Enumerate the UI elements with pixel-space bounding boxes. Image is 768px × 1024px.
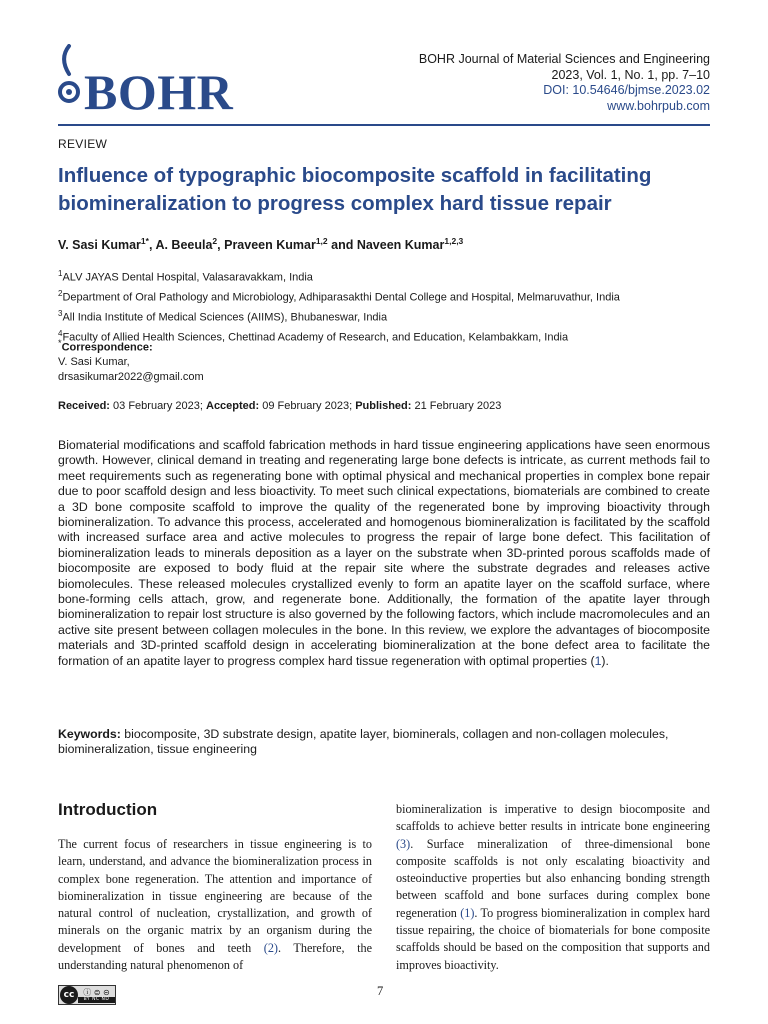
- affiliation-text: Faculty of Allied Health Sciences, Chettinad Academy of Research, and Education, Kelambakkam, India: [62, 331, 569, 344]
- abstract-paren-open: (: [590, 653, 595, 668]
- author-affil-sup: 1,2,3: [444, 236, 464, 246]
- affiliation-text: ALV JAYAS Dental Hospital, Valasaravakkam, India: [62, 271, 313, 284]
- intro-left-column: [58, 836, 372, 974]
- affiliation-item: [58, 286, 620, 306]
- citation-link[interactable]: 1: [594, 653, 602, 668]
- author-separator: ,: [217, 238, 225, 253]
- by-nc-nd-icon: ⓘ ⊜ ⊝: [83, 987, 110, 997]
- published-date: 21 February 2023: [411, 400, 502, 412]
- accepted-label: Accepted:: [206, 400, 260, 412]
- affiliation-num: 1: [58, 269, 63, 278]
- cc-license-badge[interactable]: [58, 985, 116, 1005]
- keywords-label: Keywords:: [58, 727, 121, 741]
- logo-wordmark: BOHR: [84, 64, 234, 120]
- accepted-date: 09 February 2023;: [259, 400, 356, 412]
- journal-volume: 2023, Vol. 1, No. 1, pp. 7–10: [551, 67, 710, 82]
- publisher-logo[interactable]: [58, 44, 234, 120]
- affiliation-num: 3: [58, 308, 63, 318]
- intro-text: . Therefore, the understanding natural phenomenon of: [58, 940, 372, 973]
- section-heading-introduction: Introduction: [58, 800, 158, 819]
- abstract: [58, 438, 710, 669]
- article-type: REVIEW: [58, 137, 108, 151]
- journal-name: BOHR Journal of Material Sciences and Engineering: [418, 52, 710, 66]
- keywords: [58, 727, 710, 758]
- published-label: Published:: [355, 400, 412, 412]
- author-name: Praveen Kumar: [224, 238, 316, 253]
- citation-link[interactable]: (1): [460, 905, 475, 920]
- affiliation-num: 2: [58, 288, 63, 298]
- correspondence-star: *: [58, 338, 62, 348]
- author-list: [58, 236, 463, 252]
- abstract-paren-close: ).: [601, 653, 609, 668]
- affiliation-num: 4: [58, 328, 63, 338]
- affiliation-item: [58, 306, 620, 326]
- bohr-logo-icon: [58, 44, 80, 112]
- author-name: V. Sasi Kumar: [58, 238, 141, 253]
- correspondence-email[interactable]: drsasikumar2022@gmail.com: [58, 370, 204, 383]
- affiliation-item: [58, 266, 620, 286]
- cc-icon: cc: [60, 986, 78, 1004]
- abstract-text: Biomaterial modifications and scaffold fabrication methods in hard tissue engineering applications have seen enormous growth. However, clinical demand in treating and regenerating large bone defects is intricate, as current methods fail to meet requirements such as regenerating bone with optimal physical and mechanical properties in complex bone repair due to poor scaffold design and less bioactivity. To meet such clinical expectations, biomaterials are combined to create a 3D bone composite scaffold to improve the quality of the regenerated bone by improving bioactivity through biomineralization. To advance this process, accelerated and homogenous biomineralization is facilitated by the scaffold with increased surface area and active molecules to progress the repair of large bone defect. This facilitation of biomineralization leads to minerals deposition as a layer on the substrate when 3D-printed porous scaffolds made of biocomposite are exposed to body fluid at the repair site where the substrate degrades and releases active biomolecules. These released molecules crystallized evenly to form an apatite layer on the scaffold surface, where bone-forming cells attach, grow, and regenerate bone. Additionally, the formation of the apatite layer through biomineralization to repair lost structure is also governed by the following factors, which include macromolecules and an active site present between collagen molecules in the bone. In this review, we explore the advantages of biocomposite materials and 3D-printed scaffold design in accelerating biomineralization at the bone defect area to facilitate the formation of an apatite layer to progress complex hard tissue regeneration with optimal properties: [58, 438, 710, 668]
- affiliations: [58, 266, 620, 345]
- affiliation-text: All India Institute of Medical Sciences (AIIMS), Bhubaneswar, India: [62, 311, 388, 324]
- intro-text: . Surface mineralization of three-dimensional bone composite scaffolds is not only escalating bioactivity and osteoinductive properties but also enhancing bonding strength between scaffold and bone surfaces during complex bone regeneration: [396, 836, 710, 920]
- correspondence: [58, 336, 204, 384]
- website-link[interactable]: www.bohrpub.com: [607, 98, 710, 113]
- article-dates: [58, 400, 501, 412]
- journal-meta: [419, 52, 710, 114]
- received-date: 03 February 2023;: [109, 400, 206, 412]
- author-name: Naveen Kumar: [356, 238, 445, 253]
- author-separator: ,: [148, 238, 156, 253]
- correspondence-name: V. Sasi Kumar,: [58, 356, 130, 369]
- author-separator: and: [327, 238, 357, 253]
- received-label: Received:: [58, 400, 110, 412]
- intro-text: The current focus of researchers in tissue engineering is to learn, understand, and advance the biomineralization process in complex bone regeneration. The attention and importance of biomineralization in tissue engineering are because of the natural control of nucleation, crystallization, and growth of minerals on the organic matrix by an organism during the development of bones and teeth: [58, 837, 372, 955]
- header-divider: [58, 124, 710, 126]
- author-affil-sup: 1*: [140, 236, 149, 246]
- intro-right-column: [396, 801, 710, 974]
- page-number: 7: [377, 984, 384, 998]
- citation-link[interactable]: (2): [263, 940, 278, 955]
- intro-text: . To progress biomineralization in complex hard tissue repairing, the choice of biomaterials for bone composite scaffolds should be based on the composition that supports and improves bioactivity.: [396, 905, 710, 972]
- author-affil-sup: 1,2: [315, 236, 328, 246]
- doi-link[interactable]: DOI: 10.54646/bjmse.2023.02: [543, 83, 710, 97]
- author-affil-sup: 2: [212, 236, 218, 246]
- article-title: Influence of typographic biocomposite scaffold in facilitating biomineralization to progress complex hard tissue repair: [58, 164, 652, 215]
- intro-text: biomineralization is imperative to design biocomposite and scaffolds to achieve better results in intricate bone engineering: [396, 802, 710, 834]
- author-name: A. Beeula: [155, 238, 213, 253]
- license-tags: BY NC ND: [78, 997, 115, 1003]
- keywords-list: biocomposite, 3D substrate design, apatite layer, biominerals, collagen and non-collagen molecules, biomineralization, tissue engineering: [58, 727, 669, 757]
- correspondence-label: Correspondence:: [61, 341, 153, 354]
- license-icons: [78, 986, 115, 1004]
- affiliation-text: Department of Oral Pathology and Microbiology, Adhiparasakthi Dental College and Hospital, Melmaruvathur, India: [62, 291, 620, 304]
- citation-link[interactable]: (3): [396, 836, 411, 851]
